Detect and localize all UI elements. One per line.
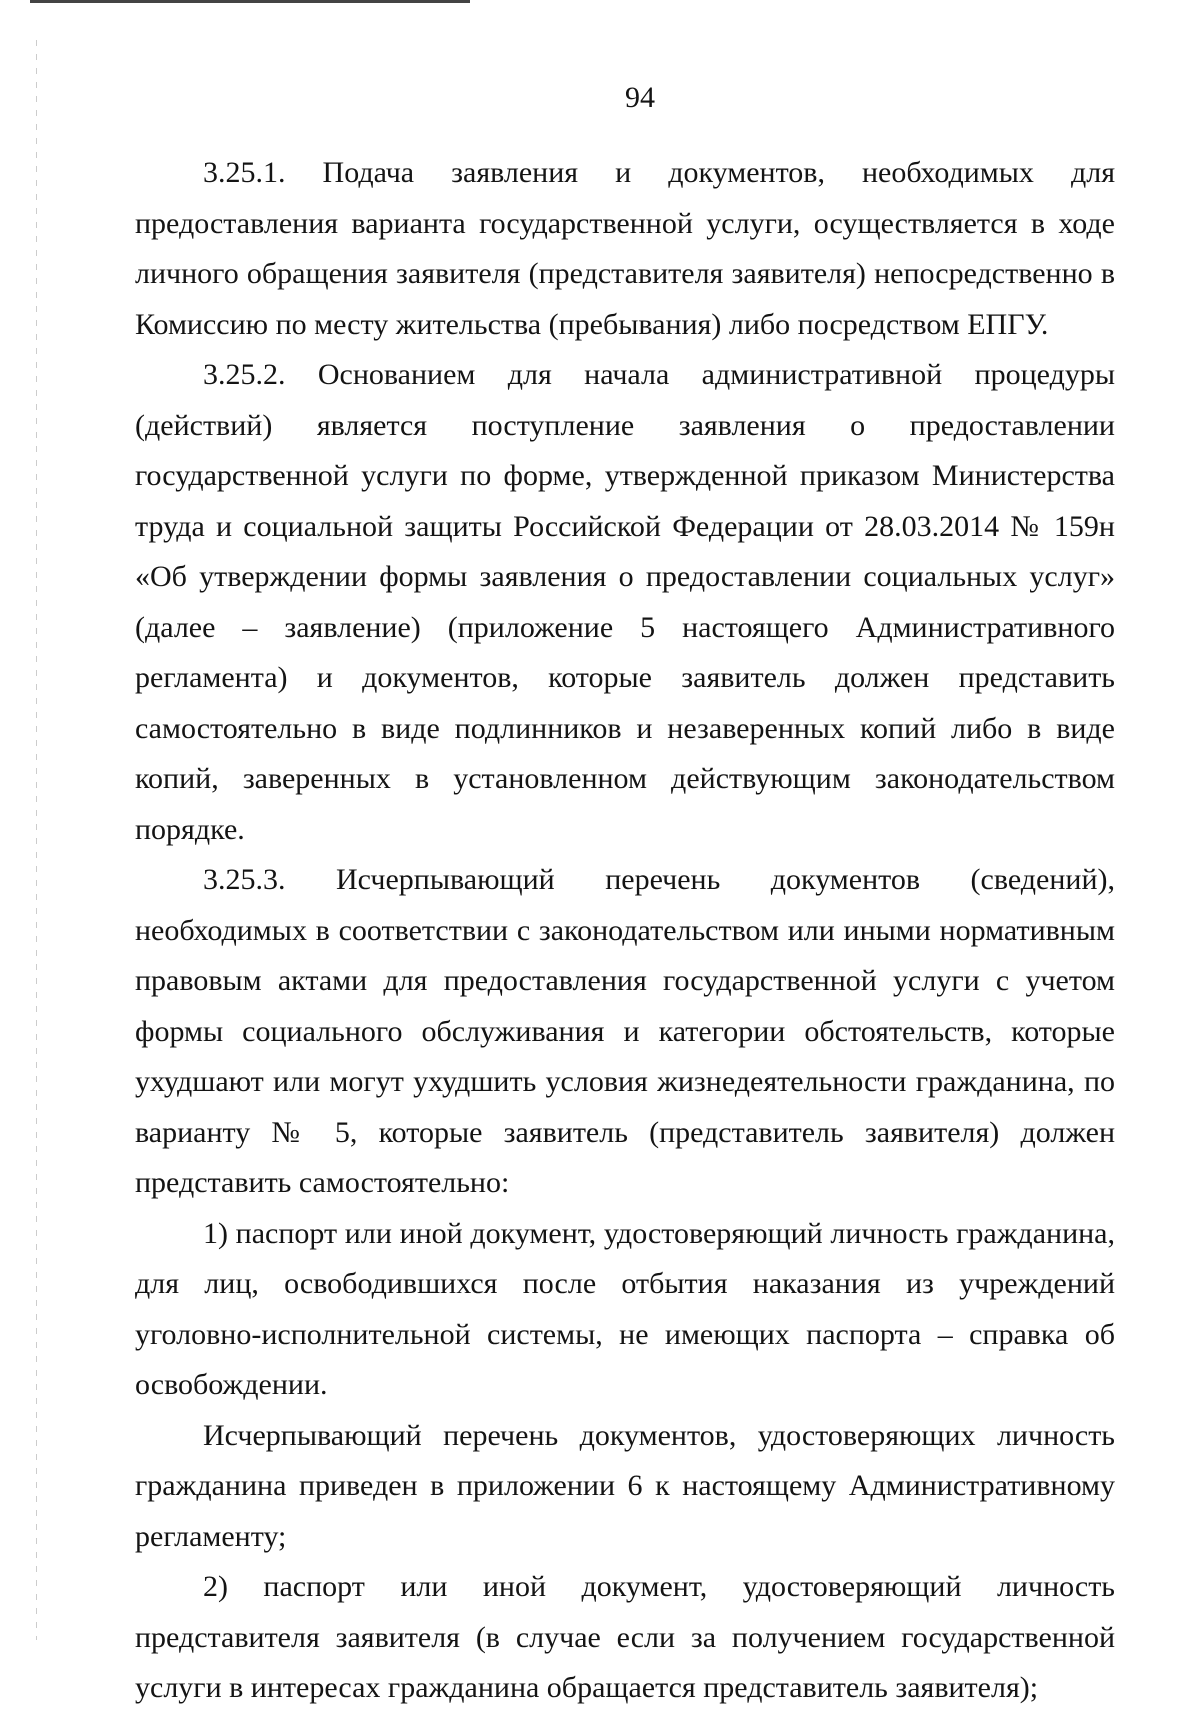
paragraph-3-25-1: 3.25.1. Подача заявления и документов, необходимых для предоставления варианта государственной услуги, осуществляется в ходе личного обращения заявителя (представителя заявителя) непосредственно в Комиссию по месту жительства (пребывания) либо посредством ЕПГУ. — [135, 156, 1115, 341]
scan-edge-top — [30, 0, 470, 3]
paragraph-3-25-2: 3.25.2. Основанием для начала административной процедуры (действий) является поступление заявления о предоставлении государственной услуги по форме, утвержденной приказом Министерства труда и социальной защиты Российской Федерации от 28.03.2014 № 159н «Об утверждении формы заявления о предоставлении социальных услуг» (далее – заявление) (приложение 5 настоящего Административного регламента) и документов, которые заявитель должен представить самостоятельно в виде подлинников и незаверенных копий либо в виде копий, заверенных в установленном действующим законодательством порядке. — [135, 358, 1115, 846]
scan-edge-left — [36, 40, 37, 1640]
page-number: 94 — [625, 81, 655, 114]
paragraph-identity-documents: Исчерпывающий перечень документов, удостоверяющих личность гражданина приведен в приложении 6 к настоящему Административному регламенту; — [135, 1418, 1115, 1553]
document-page — [135, 78, 1115, 1714]
paragraph-3-25-3: 3.25.3. Исчерпывающий перечень документов (сведений), необходимых в соответствии с законодательством или иными нормативным правовым актами для предоставления государственной услуги с учетом формы социального обслуживания и категории обстоятельств, которые ухудшают или могут ухудшить условия жизнедеятельности гражданина, по варианту № 5, которые заявитель (представитель заявителя) должен представить самостоятельно: — [135, 863, 1115, 1199]
list-item-1: 1) паспорт или иной документ, удостоверяющий личность гражданина, для лиц, освободившихся после отбытия наказания из учреждений уголовно-исполнительной системы, не имеющих паспорта – справка об освобождении. — [135, 1216, 1115, 1401]
list-item-2: 2) паспорт или иной документ, удостоверяющий личность представителя заявителя (в случае если за получением государственной услуги в интересах гражданина обращается представитель заявителя); — [135, 1570, 1115, 1704]
